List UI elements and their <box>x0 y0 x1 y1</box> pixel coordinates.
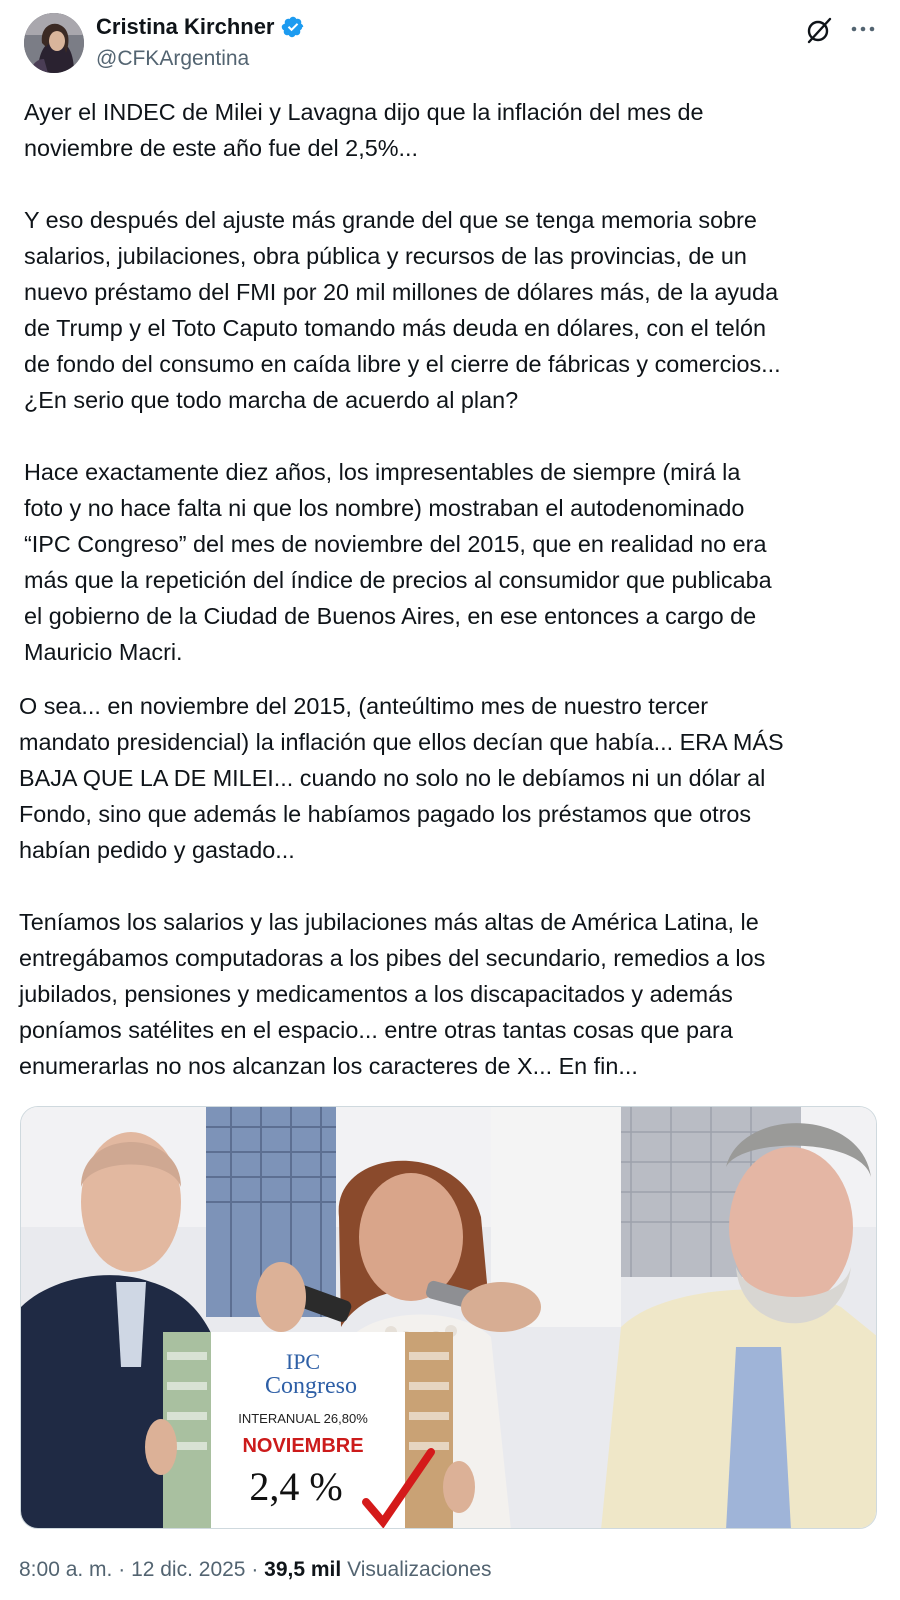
author-name[interactable]: Cristina Kirchner <box>96 14 275 39</box>
tweet-date[interactable]: 12 dic. 2025 <box>131 1558 246 1581</box>
grok-button[interactable] <box>804 15 834 45</box>
sign-line4: NOVIEMBRE <box>242 1435 364 1457</box>
more-options-button[interactable] <box>848 15 878 45</box>
tweet-meta <box>19 1558 491 1582</box>
sign-line1: IPC <box>285 1349 321 1374</box>
meta-separator: · <box>245 1558 265 1581</box>
grok-icon <box>804 15 834 45</box>
tweet-media-photo[interactable] <box>20 1106 877 1529</box>
sign-line2: Congreso <box>265 1373 357 1399</box>
avatar[interactable] <box>24 13 84 73</box>
views-count: 39,5 mil <box>264 1558 342 1581</box>
tweet-time[interactable]: 8:00 a. m. <box>19 1558 113 1581</box>
sign-line5: 2,4 % <box>249 1464 343 1509</box>
meta-separator: · <box>112 1558 132 1581</box>
author-handle[interactable]: @CFKArgentina <box>96 47 250 70</box>
views-label: Visualizaciones <box>347 1558 492 1581</box>
avatar-photo <box>24 13 84 73</box>
photo-illustration <box>21 1107 877 1529</box>
more-options-icon <box>848 15 878 45</box>
sign-line3: INTERANUAL 26,80% <box>238 1411 368 1426</box>
author-name-row <box>96 14 305 40</box>
tweet-text-part1: Ayer el INDEC de Milei y Lavagna dijo que la inflación del mes de noviembre de este año fue del 2,5%... Y eso después del ajuste más grande del que se tenga memoria sobre salarios, jubilaciones, obra pública y recursos de las provincias, de un nuevo préstamo del FMI por 20 mil millones de dólares más, de la ayuda de Trump y el Toto Caputo tomando más deuda en dólares, con el telón de fondo del consumo en caída libre y el cierre de fábricas y comercios... ¿En serio que todo marcha de acuerdo al plan? Hace exactamente diez años, los impresentables de siempre (mirá la foto y no hace falta ni que los nombre) mostraban el autodenominado “IPC Congreso” del mes de noviembre del 2015, que en realidad no era más que la repetición del índice de precios al consumidor que publicaba el gobierno de la Ciudad de Buenos Aires, en ese entonces a cargo de Mauricio Macri. <box>24 99 781 665</box>
verified-badge-icon <box>281 15 305 39</box>
tweet-text-part2: O sea... en noviembre del 2015, (anteúltimo mes de nuestro tercer mandato presidencial) la inflación que ellos decían que había... ERA MÁS BAJA QUE LA DE MILEI... cuando no solo no le debíamos ni un dólar al Fondo, sino que además le habíamos pagado los préstamos que otros habían pedido y gastado... Teníamos los salarios y las jubilaciones más altas de América Latina, le entregábamos computadoras a los pibes del secundario, remedios a los jubilados, pensiones y medicamentos a los discapacitados y además poníamos satélites en el espacio... entre otras tantas cosas que para enumerarlas no nos alcanzan los caracteres de X... En fin... <box>19 693 784 1079</box>
